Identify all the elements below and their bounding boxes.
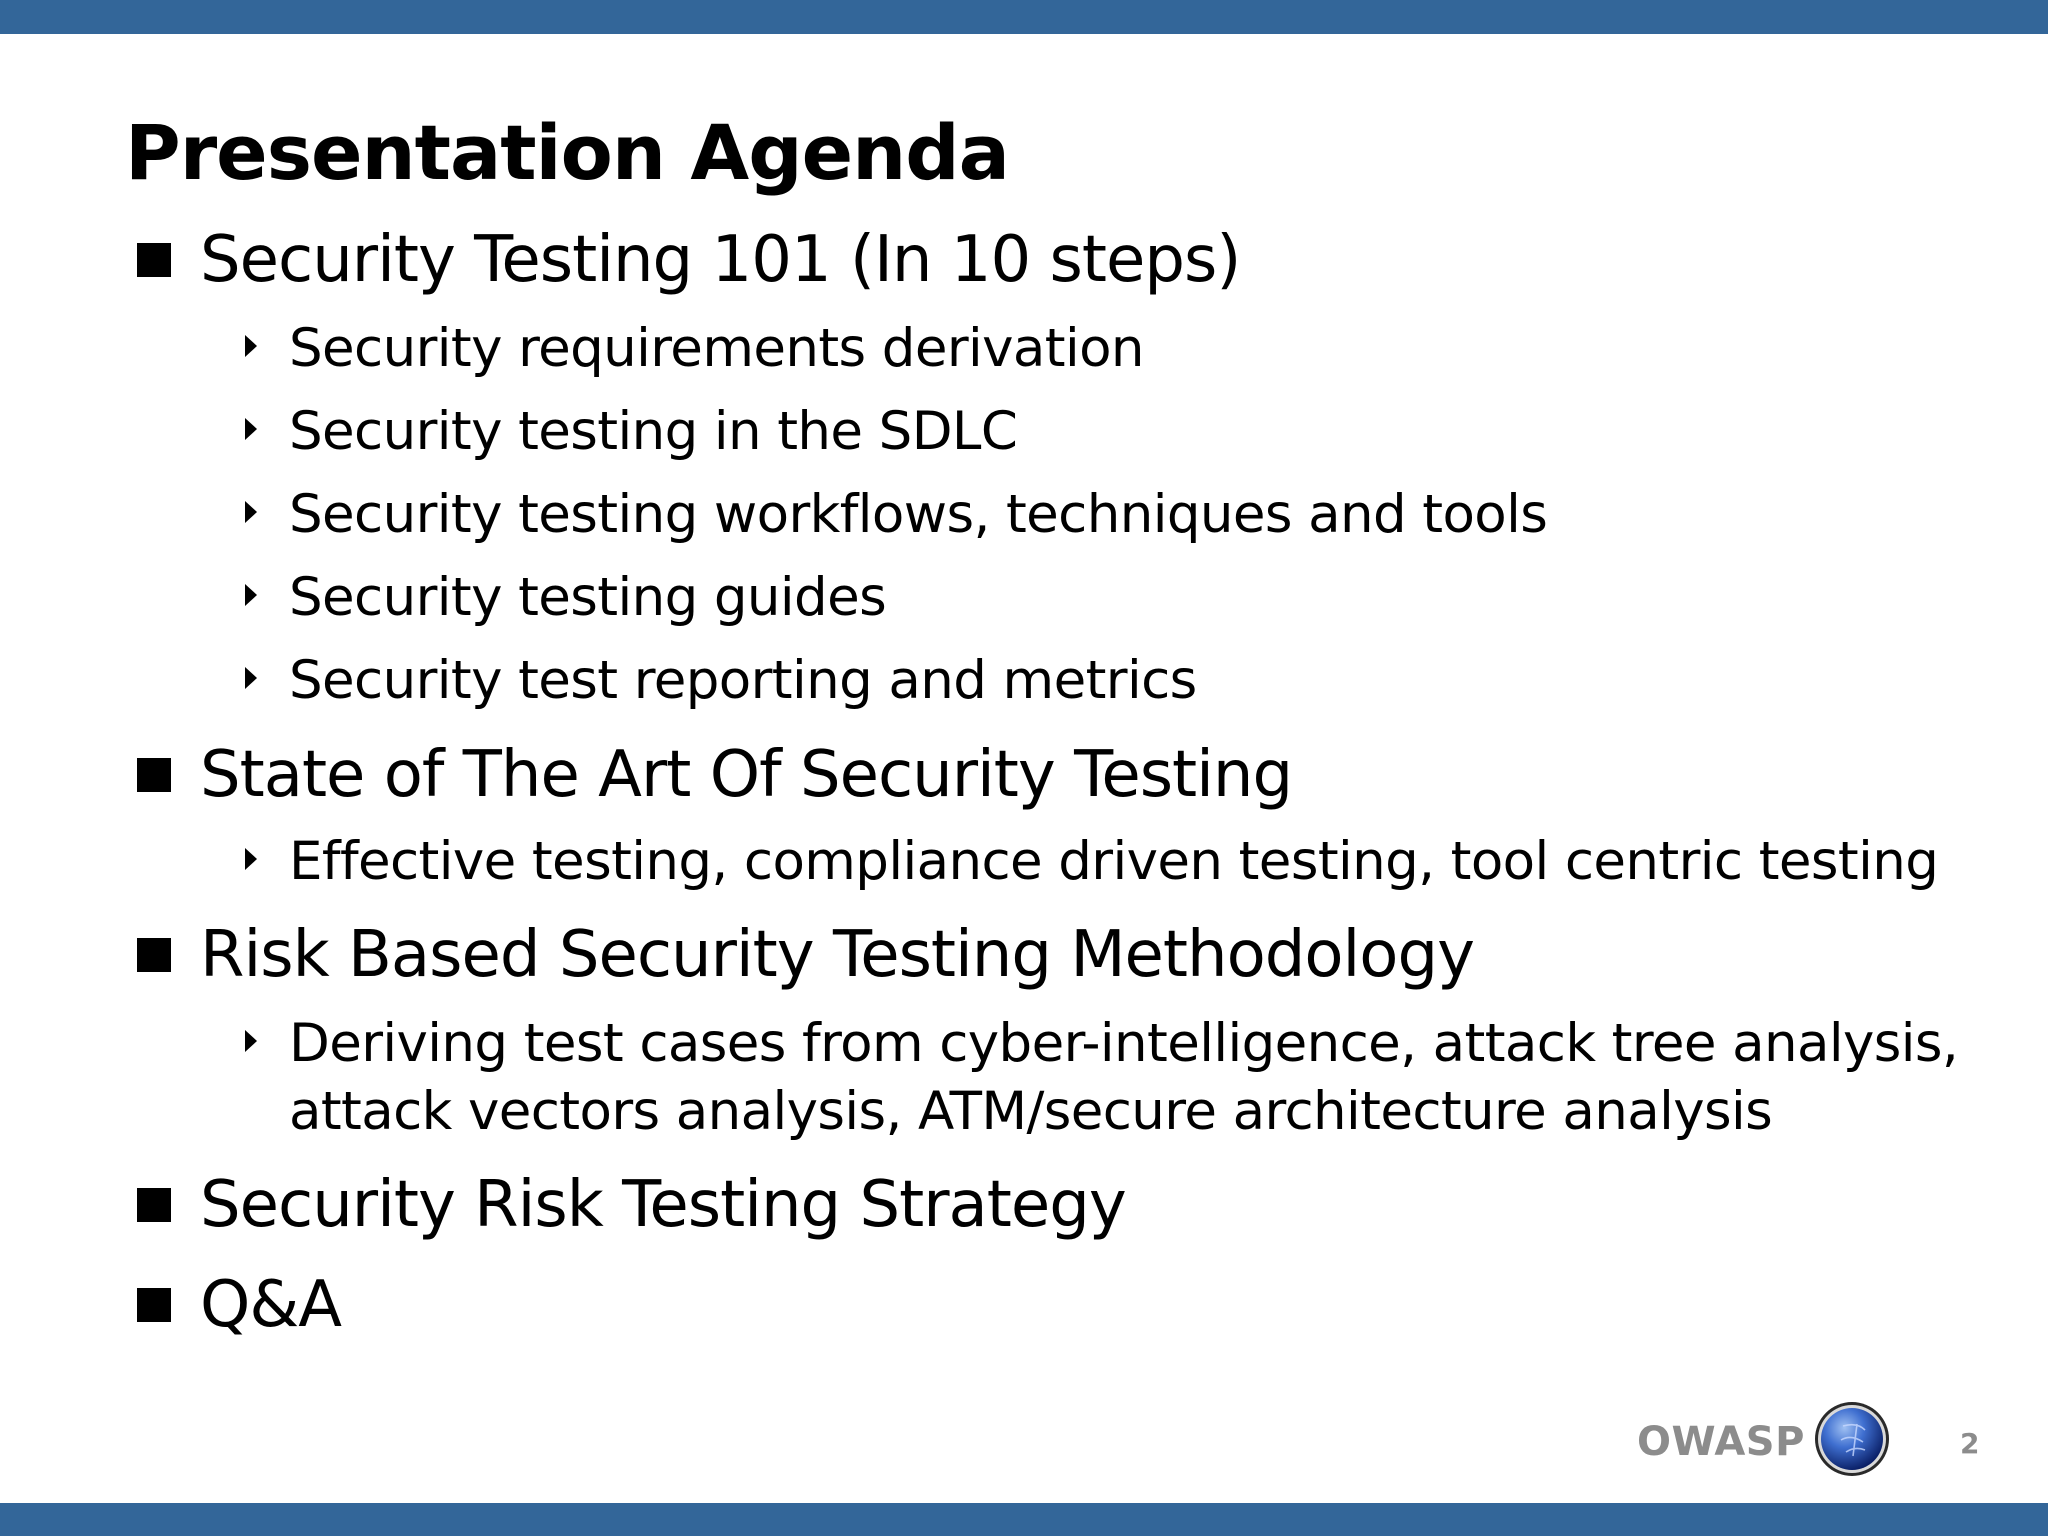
agenda-subitem xyxy=(245,481,1547,549)
agenda-subitem xyxy=(245,398,1017,466)
triangle-bullet-icon xyxy=(245,667,257,689)
agenda-subitem-text xyxy=(289,828,1938,896)
square-bullet-icon xyxy=(137,243,171,277)
agenda-subitem-text xyxy=(289,315,1144,383)
page-number: 2 xyxy=(1960,1427,1980,1460)
triangle-bullet-icon xyxy=(245,1030,257,1052)
agenda-subitem xyxy=(245,828,1938,896)
agenda-item xyxy=(137,915,1474,995)
agenda-subitem-line: Security testing in the SDLC xyxy=(289,401,1018,462)
agenda-item-text: Risk Based Security Testing Methodology xyxy=(200,918,1474,992)
agenda-subitem-text xyxy=(289,564,886,632)
slide-title: Presentation Agenda xyxy=(125,108,1009,197)
triangle-bullet-icon xyxy=(245,848,257,870)
agenda-item-text: Q&A xyxy=(200,1268,342,1342)
agenda-subitem-line: Security requirements derivation xyxy=(289,318,1144,379)
agenda-subitem-line: Deriving test cases from cyber-intelligence, attack tree analysis, xyxy=(289,1013,1959,1074)
agenda-item xyxy=(137,220,1240,300)
square-bullet-icon xyxy=(137,1188,171,1222)
agenda-subitem xyxy=(245,315,1144,383)
agenda-subitem-text xyxy=(289,1010,1958,1146)
agenda-item-text: Security Testing 101 (In 10 steps) xyxy=(200,223,1241,297)
agenda-subitem-text xyxy=(289,398,1017,466)
agenda-subitem-line: attack vectors analysis, ATM/secure architecture analysis xyxy=(289,1081,1773,1142)
agenda-item-text: Security Risk Testing Strategy xyxy=(200,1168,1126,1242)
agenda-item xyxy=(137,1165,1126,1245)
agenda-subitem-line: Security test reporting and metrics xyxy=(289,650,1197,711)
agenda-item xyxy=(137,735,1292,815)
agenda-subitem xyxy=(245,564,886,632)
bottom-border-bar xyxy=(0,1503,2048,1536)
agenda-subitem-line: Effective testing, compliance driven testing, tool centric testing xyxy=(289,831,1939,892)
agenda-subitem-line: Security testing workflows, techniques and tools xyxy=(289,484,1548,545)
triangle-bullet-icon xyxy=(245,584,257,606)
triangle-bullet-icon xyxy=(245,418,257,440)
agenda-subitem xyxy=(245,1010,1958,1146)
agenda-subitem-line: Security testing guides xyxy=(289,567,887,628)
agenda-item-text: State of The Art Of Security Testing xyxy=(200,738,1293,812)
owasp-logo-text: OWASP xyxy=(1637,1419,1805,1465)
square-bullet-icon xyxy=(137,758,171,792)
triangle-bullet-icon xyxy=(245,501,257,523)
triangle-bullet-icon xyxy=(245,335,257,357)
agenda-subitem-text xyxy=(289,647,1197,715)
agenda-subitem-text xyxy=(289,481,1547,549)
square-bullet-icon xyxy=(137,1288,171,1322)
agenda-subitem xyxy=(245,647,1197,715)
agenda-item xyxy=(137,1265,341,1345)
owasp-globe-icon xyxy=(1813,1400,1891,1478)
square-bullet-icon xyxy=(137,938,171,972)
